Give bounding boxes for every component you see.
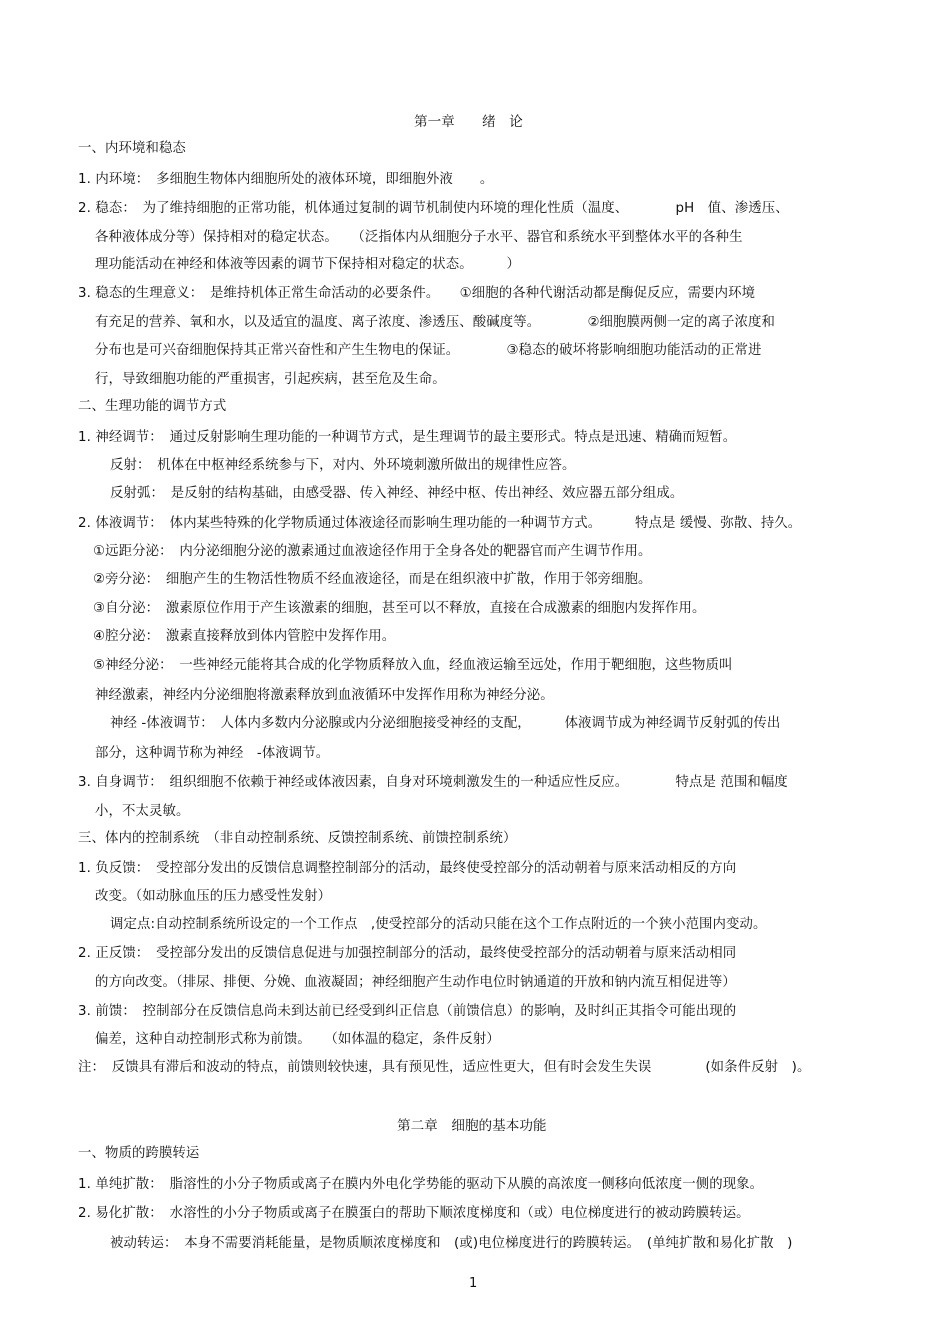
paragraph-line: 1. 内环境： 多细胞生物体内细胞所处的液体环境，即细胞外液 。 (78, 172, 494, 187)
paragraph-line: 被动转运： 本身不需要消耗能量，是物质顺浓度梯度和 (或)电位梯度进行的跨膜转运。 (单纯扩散和易化扩散 ) (110, 1236, 793, 1251)
chapter-1-title: 第一章 绪 论 (414, 114, 523, 130)
paragraph-line: 改变。（如动脉血压的压力感受性发射） (95, 889, 332, 904)
paragraph-line: 3. 稳态的生理意义： 是维持机体正常生命活动的必要条件。 ①细胞的各种代谢活动都是酶促反应，需要内环境 (78, 286, 756, 301)
paragraph-line: 行，导致细胞功能的严重损害，引起疾病，甚至危及生命。 (95, 372, 446, 387)
paragraph-line: 1. 单纯扩散： 脂溶性的小分子物质或离子在膜内外电化学势能的驱动下从膜的高浓度一侧移向低浓度一侧的现象。 (78, 1177, 764, 1192)
section-heading: 二、生理功能的调节方式 (78, 399, 227, 414)
page-number: 1 (469, 1276, 478, 1291)
paragraph-line: 1. 神经调节： 通过反射影响生理功能的一种调节方式，是生理调节的最主要形式。特点是迅速、精确而短暂。 (78, 430, 737, 445)
paragraph-line: 1. 负反馈： 受控部分发出的反馈信息调整控制部分的活动，最终使受控部分的活动朝着与原来活动相反的方向 (78, 861, 737, 876)
section-heading: 一、物质的跨膜转运 (78, 1146, 200, 1161)
paragraph-line: 偏差，这种自动控制形式称为前馈。 （如体温的稳定，条件反射） (95, 1032, 500, 1047)
paragraph-line: ②旁分泌： 细胞产生的生物活性物质不经血液途径，而是在组织液中扩散，作用于邻旁细胞。 (93, 572, 652, 587)
paragraph-line: 有充足的营养、氧和水，以及适宜的温度、离子浓度、渗透压、酸碱度等。 ②细胞膜两侧一定的离子浓度和 (95, 315, 775, 330)
section-heading: 一、内环境和稳态 (78, 141, 186, 156)
paragraph-line: 2. 体液调节： 体内某些特殊的化学物质通过体液途径而影响生理功能的一种调节方式。 特点是 缓慢、弥散、持久。 (78, 516, 802, 531)
paragraph-line: 调定点:自动控制系统所设定的一个工作点 ,使受控部分的活动只能在这个工作点附近的一个狭小范围内变动。 (110, 917, 767, 932)
paragraph-line: 3. 前馈： 控制部分在反馈信息尚未到达前已经受到纠正信息（前馈信息）的影响，及时纠正其指令可能出现的 (78, 1004, 737, 1019)
paragraph-line: 部分，这种调节称为神经 -体液调节。 (95, 746, 330, 761)
paragraph-line: 2. 正反馈： 受控部分发出的反馈信息促进与加强控制部分的活动，最终使受控部分的活动朝着与原来活动相同 (78, 946, 737, 961)
paragraph-line: 反射弧： 是反射的结构基础，由感受器、传入神经、神经中枢、传出神经、效应器五部分组成。 (110, 486, 684, 501)
paragraph-line: 2. 稳态： 为了维持细胞的正常功能，机体通过复制的调节机制使内环境的理化性质（温度、 pH 值、渗透压、 (78, 201, 789, 216)
paragraph-line: 神经激素，神经内分泌细胞将激素释放到血液循环中发挥作用称为神经分泌。 (95, 688, 554, 703)
paragraph-line: ①远距分泌： 内分泌细胞分泌的激素通过血液途径作用于全身各处的靶器官而产生调节作用。 (93, 544, 652, 559)
paragraph-line: 2. 易化扩散： 水溶性的小分子物质或离子在膜蛋白的帮助下顺浓度梯度和（或）电位梯度进行的被动跨膜转运。 (78, 1206, 750, 1221)
paragraph-line: 的方向改变。（排尿、排便、分娩、血液凝固；神经细胞产生动作电位时钠通道的开放和钠内流互相促进等） (95, 975, 736, 990)
paragraph-line: 理功能活动在神经和体液等因素的调节下保持相对稳定的状态。 ） (95, 257, 520, 272)
paragraph-line: 各种液体成分等）保持相对的稳定状态。 （泛指体内从细胞分子水平、器官和系统水平到整体水平的各种生 (95, 230, 743, 245)
note-line: 注： 反馈具有滞后和波动的特点，前馈则较快速，具有预见性，适应性更大，但有时会发生失误 (如条件反射 )。 (78, 1060, 811, 1075)
paragraph-line: ⑤神经分泌： 一些神经元能将其合成的化学物质释放入血，经血液运输至远处，作用于靶细胞，这些物质叫 (93, 658, 733, 673)
paragraph-line: ③自分泌： 激素原位作用于产生该激素的细胞，甚至可以不释放，直接在合成激素的细胞内发挥作用。 (93, 601, 706, 616)
paragraph-line: 分布也是可兴奋细胞保持其正常兴奋性和产生生物电的保证。 ③稳态的破坏将影响细胞功能活动的正常进 (95, 343, 762, 358)
paragraph-line: 3. 自身调节： 组织细胞不依赖于神经或体液因素，自身对环境刺激发生的一种适应性反应。 特点是 范围和幅度 (78, 775, 788, 790)
chapter-2-title: 第二章 细胞的基本功能 (397, 1118, 547, 1134)
section-heading: 三、体内的控制系统 （非自动控制系统、反馈控制系统、前馈控制系统） (78, 831, 517, 846)
paragraph-line: 小，不太灵敏。 (95, 804, 190, 819)
paragraph-line: ④腔分泌： 激素直接释放到体内管腔中发挥作用。 (93, 629, 396, 644)
paragraph-line: 反射： 机体在中枢神经系统参与下，对内、外环境刺激所做出的规律性应答。 (110, 458, 576, 473)
paragraph-line: 神经 -体液调节： 人体内多数内分泌腺或内分泌细胞接受神经的支配， 体液调节成为神经调节反射弧的传出 (110, 716, 781, 731)
